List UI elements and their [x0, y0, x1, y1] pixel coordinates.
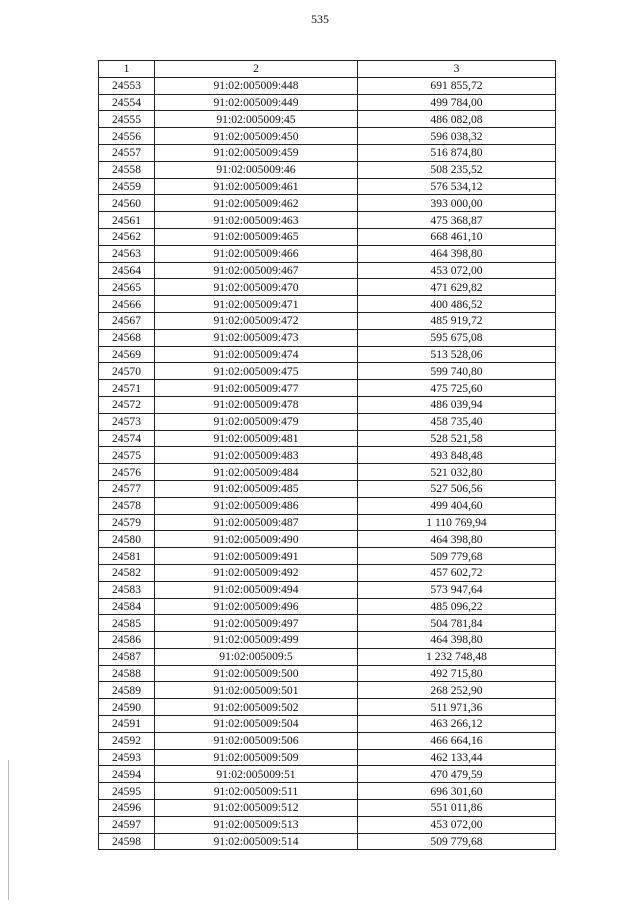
cadastral-number-cell: 91:02:005009:450: [155, 128, 358, 145]
cadastral-value-cell: 551 011,86: [358, 800, 556, 817]
cadastral-value-cell: 471 629,82: [358, 279, 556, 296]
cadastral-value-cell: 691 855,72: [358, 77, 556, 94]
cadastral-number-cell: 91:02:005009:470: [155, 279, 358, 296]
table-body: [99, 77, 556, 850]
cadastral-number-cell: 91:02:005009:509: [155, 749, 358, 766]
row-number-cell: 24557: [99, 144, 155, 161]
row-number-cell: 24591: [99, 716, 155, 733]
cadastral-value-cell: 453 072,00: [358, 262, 556, 279]
cadastral-value-cell: 509 779,68: [358, 548, 556, 565]
cadastral-number-cell: 91:02:005009:487: [155, 514, 358, 531]
cadastral-number-cell: 91:02:005009:483: [155, 447, 358, 464]
table-row: [99, 581, 556, 598]
cadastral-number-cell: 91:02:005009:490: [155, 531, 358, 548]
table-row: [99, 598, 556, 615]
row-number-cell: 24580: [99, 531, 155, 548]
cadastral-number-cell: 91:02:005009:497: [155, 615, 358, 632]
row-number-cell: 24564: [99, 262, 155, 279]
row-number-cell: 24575: [99, 447, 155, 464]
cadastral-value-cell: 521 032,80: [358, 464, 556, 481]
cadastral-value-cell: 573 947,64: [358, 581, 556, 598]
cadastral-number-cell: 91:02:005009:485: [155, 480, 358, 497]
table-row: [99, 363, 556, 380]
row-number-cell: 24598: [99, 833, 155, 850]
cadastral-value-cell: 466 664,16: [358, 732, 556, 749]
cadastral-value-cell: 509 779,68: [358, 833, 556, 850]
row-number-cell: 24579: [99, 514, 155, 531]
row-number-cell: 24569: [99, 346, 155, 363]
row-number-cell: 24566: [99, 296, 155, 313]
table-row: [99, 531, 556, 548]
cadastral-number-cell: 91:02:005009:484: [155, 464, 358, 481]
table-row: [99, 800, 556, 817]
cadastral-number-cell: 91:02:005009:502: [155, 699, 358, 716]
cadastral-value-cell: 1 110 769,94: [358, 514, 556, 531]
row-number-cell: 24581: [99, 548, 155, 565]
row-number-cell: 24585: [99, 615, 155, 632]
cadastral-value-cell: 493 848,48: [358, 447, 556, 464]
cadastral-value-cell: 464 398,80: [358, 245, 556, 262]
cadastral-number-cell: 91:02:005009:494: [155, 581, 358, 598]
page-number: 535: [311, 12, 329, 26]
table-row: [99, 380, 556, 397]
table-row: [99, 783, 556, 800]
row-number-cell: 24562: [99, 228, 155, 245]
table-row: [99, 413, 556, 430]
cadastral-value-cell: 453 072,00: [358, 816, 556, 833]
cadastral-number-cell: 91:02:005009:46: [155, 161, 358, 178]
row-number-cell: 24589: [99, 682, 155, 699]
row-number-cell: 24593: [99, 749, 155, 766]
row-number-cell: 24571: [99, 380, 155, 397]
cadastral-number-cell: 91:02:005009:465: [155, 228, 358, 245]
row-number-cell: 24559: [99, 178, 155, 195]
cadastral-number-cell: 91:02:005009:466: [155, 245, 358, 262]
cadastral-number-cell: 91:02:005009:504: [155, 716, 358, 733]
cadastral-value-cell: 393 000,00: [358, 195, 556, 212]
table-row: [99, 497, 556, 514]
cadastral-number-cell: 91:02:005009:472: [155, 312, 358, 329]
row-number-cell: 24588: [99, 665, 155, 682]
column-header-3: 3: [358, 61, 556, 78]
cadastral-number-cell: 91:02:005009:448: [155, 77, 358, 94]
table-row: [99, 480, 556, 497]
cadastral-value-cell: 513 528,06: [358, 346, 556, 363]
table-row: [99, 430, 556, 447]
cadastral-value-cell: 475 368,87: [358, 212, 556, 229]
table-row: [99, 682, 556, 699]
cadastral-number-cell: 91:02:005009:514: [155, 833, 358, 850]
cadastral-number-cell: 91:02:005009:475: [155, 363, 358, 380]
table-row: [99, 279, 556, 296]
cadastral-value-cell: 527 506,56: [358, 480, 556, 497]
cadastral-number-cell: 91:02:005009:499: [155, 632, 358, 649]
table-row: [99, 296, 556, 313]
row-number-cell: 24592: [99, 732, 155, 749]
cadastral-number-cell: 91:02:005009:45: [155, 111, 358, 128]
cadastral-number-cell: 91:02:005009:501: [155, 682, 358, 699]
table-row: [99, 128, 556, 145]
cadastral-number-cell: 91:02:005009:513: [155, 816, 358, 833]
cadastral-value-cell: 596 038,32: [358, 128, 556, 145]
cadastral-number-cell: 91:02:005009:491: [155, 548, 358, 565]
table-row: [99, 111, 556, 128]
cadastral-value-cell: 463 266,12: [358, 716, 556, 733]
scan-edge-line: [8, 760, 9, 900]
cadastral-value-cell: 599 740,80: [358, 363, 556, 380]
row-number-cell: 24558: [99, 161, 155, 178]
table-row: [99, 464, 556, 481]
row-number-cell: 24567: [99, 312, 155, 329]
column-header-1: 1: [99, 61, 155, 78]
row-number-cell: 24570: [99, 363, 155, 380]
row-number-cell: 24596: [99, 800, 155, 817]
cadastral-value-cell: 464 398,80: [358, 531, 556, 548]
table-row: [99, 346, 556, 363]
cadastral-value-table: [98, 60, 556, 850]
cadastral-value-cell: 511 971,36: [358, 699, 556, 716]
table-row: [99, 195, 556, 212]
table-row: [99, 396, 556, 413]
row-number-cell: 24594: [99, 766, 155, 783]
cadastral-value-cell: 516 874,80: [358, 144, 556, 161]
table-row: [99, 312, 556, 329]
column-header-2: 2: [155, 61, 358, 78]
cadastral-number-cell: 91:02:005009:51: [155, 766, 358, 783]
table-row: [99, 161, 556, 178]
cadastral-number-cell: 91:02:005009:479: [155, 413, 358, 430]
row-number-cell: 24590: [99, 699, 155, 716]
table-row: [99, 514, 556, 531]
cadastral-number-cell: 91:02:005009:512: [155, 800, 358, 817]
cadastral-number-cell: 91:02:005009:492: [155, 564, 358, 581]
row-number-cell: 24560: [99, 195, 155, 212]
row-number-cell: 24582: [99, 564, 155, 581]
cadastral-value-cell: 508 235,52: [358, 161, 556, 178]
cadastral-value-cell: 485 919,72: [358, 312, 556, 329]
row-number-cell: 24561: [99, 212, 155, 229]
table-row: [99, 262, 556, 279]
cadastral-value-cell: 486 082,08: [358, 111, 556, 128]
cadastral-number-cell: 91:02:005009:500: [155, 665, 358, 682]
row-number-cell: 24583: [99, 581, 155, 598]
cadastral-number-cell: 91:02:005009:478: [155, 396, 358, 413]
table-row: [99, 615, 556, 632]
cadastral-value-cell: 400 486,52: [358, 296, 556, 313]
row-number-cell: 24563: [99, 245, 155, 262]
cadastral-value-cell: 457 602,72: [358, 564, 556, 581]
table-header-row: [99, 61, 556, 78]
cadastral-number-cell: 91:02:005009:471: [155, 296, 358, 313]
cadastral-value-cell: 499 784,00: [358, 94, 556, 111]
table-row: [99, 94, 556, 111]
table-row: [99, 447, 556, 464]
cadastral-value-cell: 470 479,59: [358, 766, 556, 783]
cadastral-value-cell: 475 725,60: [358, 380, 556, 397]
cadastral-number-cell: 91:02:005009:473: [155, 329, 358, 346]
cadastral-number-cell: 91:02:005009:496: [155, 598, 358, 615]
row-number-cell: 24587: [99, 648, 155, 665]
cadastral-number-cell: 91:02:005009:511: [155, 783, 358, 800]
table-row: [99, 816, 556, 833]
cadastral-value-cell: 696 301,60: [358, 783, 556, 800]
cadastral-number-cell: 91:02:005009:463: [155, 212, 358, 229]
cadastral-number-cell: 91:02:005009:481: [155, 430, 358, 447]
cadastral-value-cell: 462 133,44: [358, 749, 556, 766]
cadastral-value-cell: 576 534,12: [358, 178, 556, 195]
cadastral-number-cell: 91:02:005009:486: [155, 497, 358, 514]
cadastral-number-cell: 91:02:005009:467: [155, 262, 358, 279]
table-row: [99, 749, 556, 766]
cadastral-number-cell: 91:02:005009:461: [155, 178, 358, 195]
row-number-cell: 24578: [99, 497, 155, 514]
row-number-cell: 24595: [99, 783, 155, 800]
cadastral-value-cell: 499 404,60: [358, 497, 556, 514]
row-number-cell: 24568: [99, 329, 155, 346]
table-row: [99, 245, 556, 262]
cadastral-value-cell: 528 521,58: [358, 430, 556, 447]
table-row: [99, 833, 556, 850]
row-number-cell: 24556: [99, 128, 155, 145]
table-row: [99, 548, 556, 565]
table-row: [99, 732, 556, 749]
table-row: [99, 329, 556, 346]
cadastral-number-cell: 91:02:005009:506: [155, 732, 358, 749]
row-number-cell: 24584: [99, 598, 155, 615]
row-number-cell: 24553: [99, 77, 155, 94]
table-row: [99, 766, 556, 783]
row-number-cell: 24586: [99, 632, 155, 649]
table-row: [99, 632, 556, 649]
cadastral-value-cell: 504 781,84: [358, 615, 556, 632]
cadastral-value-cell: 486 039,94: [358, 396, 556, 413]
row-number-cell: 24577: [99, 480, 155, 497]
cadastral-value-cell: 492 715,80: [358, 665, 556, 682]
cadastral-number-cell: 91:02:005009:477: [155, 380, 358, 397]
cadastral-value-cell: 668 461,10: [358, 228, 556, 245]
cadastral-number-cell: 91:02:005009:449: [155, 94, 358, 111]
cadastral-value-cell: 268 252,90: [358, 682, 556, 699]
cadastral-value-cell: 485 096,22: [358, 598, 556, 615]
row-number-cell: 24597: [99, 816, 155, 833]
row-number-cell: 24572: [99, 396, 155, 413]
cadastral-value-cell: 464 398,80: [358, 632, 556, 649]
row-number-cell: 24576: [99, 464, 155, 481]
cadastral-number-cell: 91:02:005009:474: [155, 346, 358, 363]
table-row: [99, 564, 556, 581]
cadastral-number-cell: 91:02:005009:462: [155, 195, 358, 212]
cadastral-value-cell: 595 675,08: [358, 329, 556, 346]
row-number-cell: 24555: [99, 111, 155, 128]
cadastral-value-cell: 1 232 748,48: [358, 648, 556, 665]
cadastral-value-cell: 458 735,40: [358, 413, 556, 430]
cadastral-number-cell: 91:02:005009:5: [155, 648, 358, 665]
table-row: [99, 228, 556, 245]
table-row: [99, 178, 556, 195]
table-row: [99, 77, 556, 94]
row-number-cell: 24573: [99, 413, 155, 430]
table-row: [99, 699, 556, 716]
table-row: [99, 212, 556, 229]
row-number-cell: 24574: [99, 430, 155, 447]
row-number-cell: 24554: [99, 94, 155, 111]
cadastral-number-cell: 91:02:005009:459: [155, 144, 358, 161]
row-number-cell: 24565: [99, 279, 155, 296]
table-row: [99, 144, 556, 161]
table-row: [99, 665, 556, 682]
table-row: [99, 648, 556, 665]
table-row: [99, 716, 556, 733]
